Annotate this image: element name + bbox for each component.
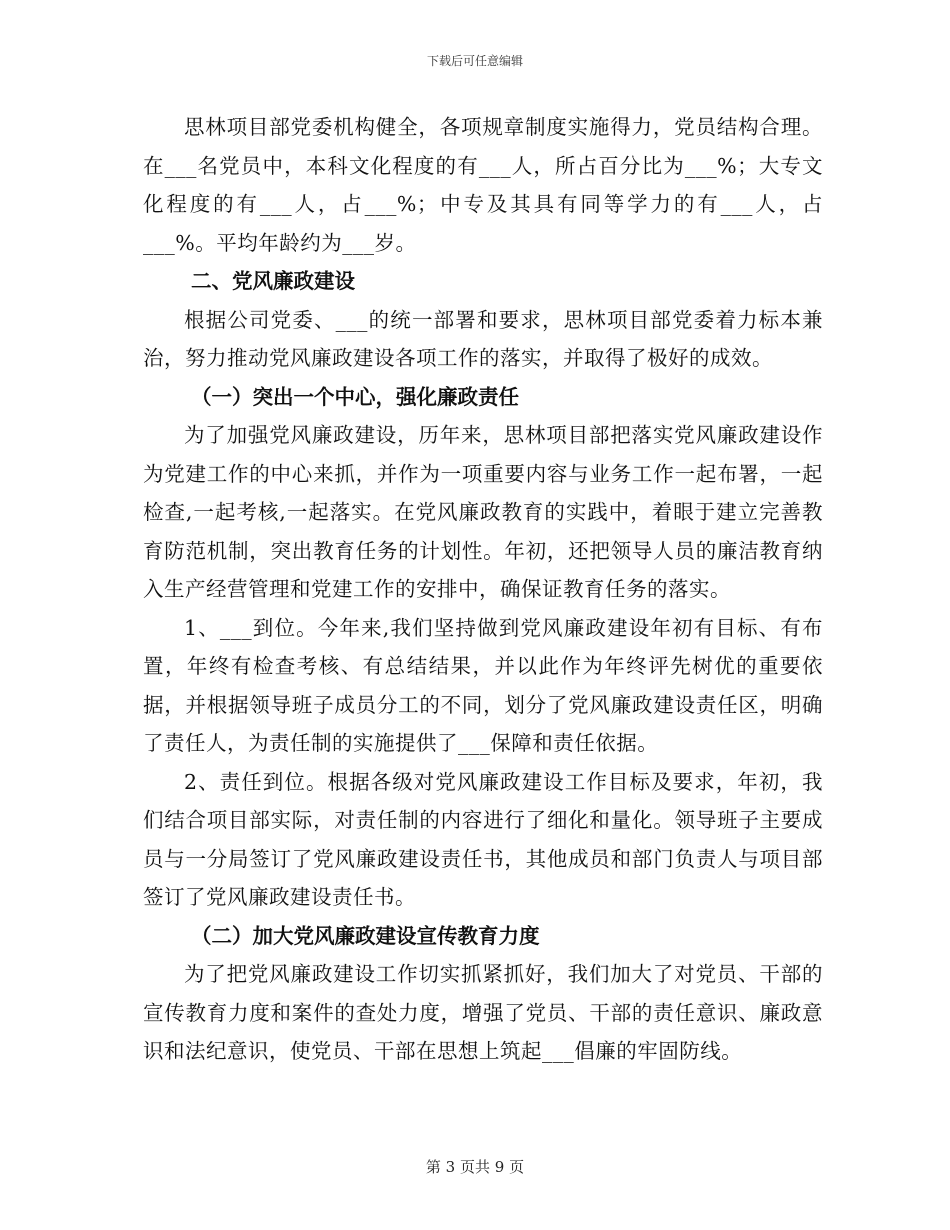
document-body <box>143 108 823 1071</box>
page-header: 下载后可任意编辑 <box>426 54 523 68</box>
subsection-heading-responsibility: （一）突出一个中心，强化廉政责任 <box>191 384 519 409</box>
paragraph-publicity: 为了把党风廉政建设工作切实抓紧抓好，我们加大了对党员、干部的宣传教育力度和案件的查处力度，增强了党员、干部的责任意识、廉政意识和法纪意识，使党员、干部在思想上筑起___倡廉的牢固防线。 <box>143 962 823 1063</box>
section-heading-party-conduct: 二、党风廉政建设 <box>191 269 355 293</box>
paragraph-unified-deployment: 根据公司党委、___的统一部署和要求，思林项目部党委着力标本兼治，努力推动党风廉政建设各项工作的落实，并取得了极好的成效。 <box>143 307 823 370</box>
subsection-heading-publicity: （二）加大党风廉政建设宣传教育力度 <box>191 923 540 948</box>
paragraph-integrity-education: 为了加强党风廉政建设，历年来，思林项目部把落实党风廉政建设作为党建工作的中心来抓，并作为一项重要内容与业务工作一起布署，一起检查,一起考核,一起落实。在党风廉政教育的实践中，着眼于建立完善教育防范机制，突出教育任务的计划性。年初，还把领导人员的廉洁教育纳入生产经营管理和党建工作的安排中，确保证教育任务的落实。 <box>143 423 823 601</box>
paragraph-item-2: 2、责任到位。根据各级对党风廉政建设工作目标及要求，年初，我们结合项目部实际，对责任制的内容进行了细化和量化。领导班子主要成员与一分局签订了党风廉政建设责任书，其他成员和部门负责人与项目部签订了党风廉政建设责任书。 <box>143 769 823 909</box>
page-footer: 第 3 页共 9 页 <box>425 1158 525 1176</box>
paragraph-membership: 思林项目部党委机构健全，各项规章制度实施得力，党员结构合理。在___名党员中，本科文化程度的有___人，所占百分比为___%；大专文化程度的有___人，占___%；中专及其具有同等学力的有___人，占___%。平均年龄约为___岁。 <box>143 115 823 255</box>
paragraph-item-1: 1、___到位。今年来,我们坚持做到党风廉政建设年初有目标、有布置，年终有检查考核、有总结结果，并以此作为年终评先树优的重要依据，并根据领导班子成员分工的不同，划分了党风廉政建设责任区，明确了责任人，为责任制的实施提供了___保障和责任依据。 <box>143 615 823 755</box>
